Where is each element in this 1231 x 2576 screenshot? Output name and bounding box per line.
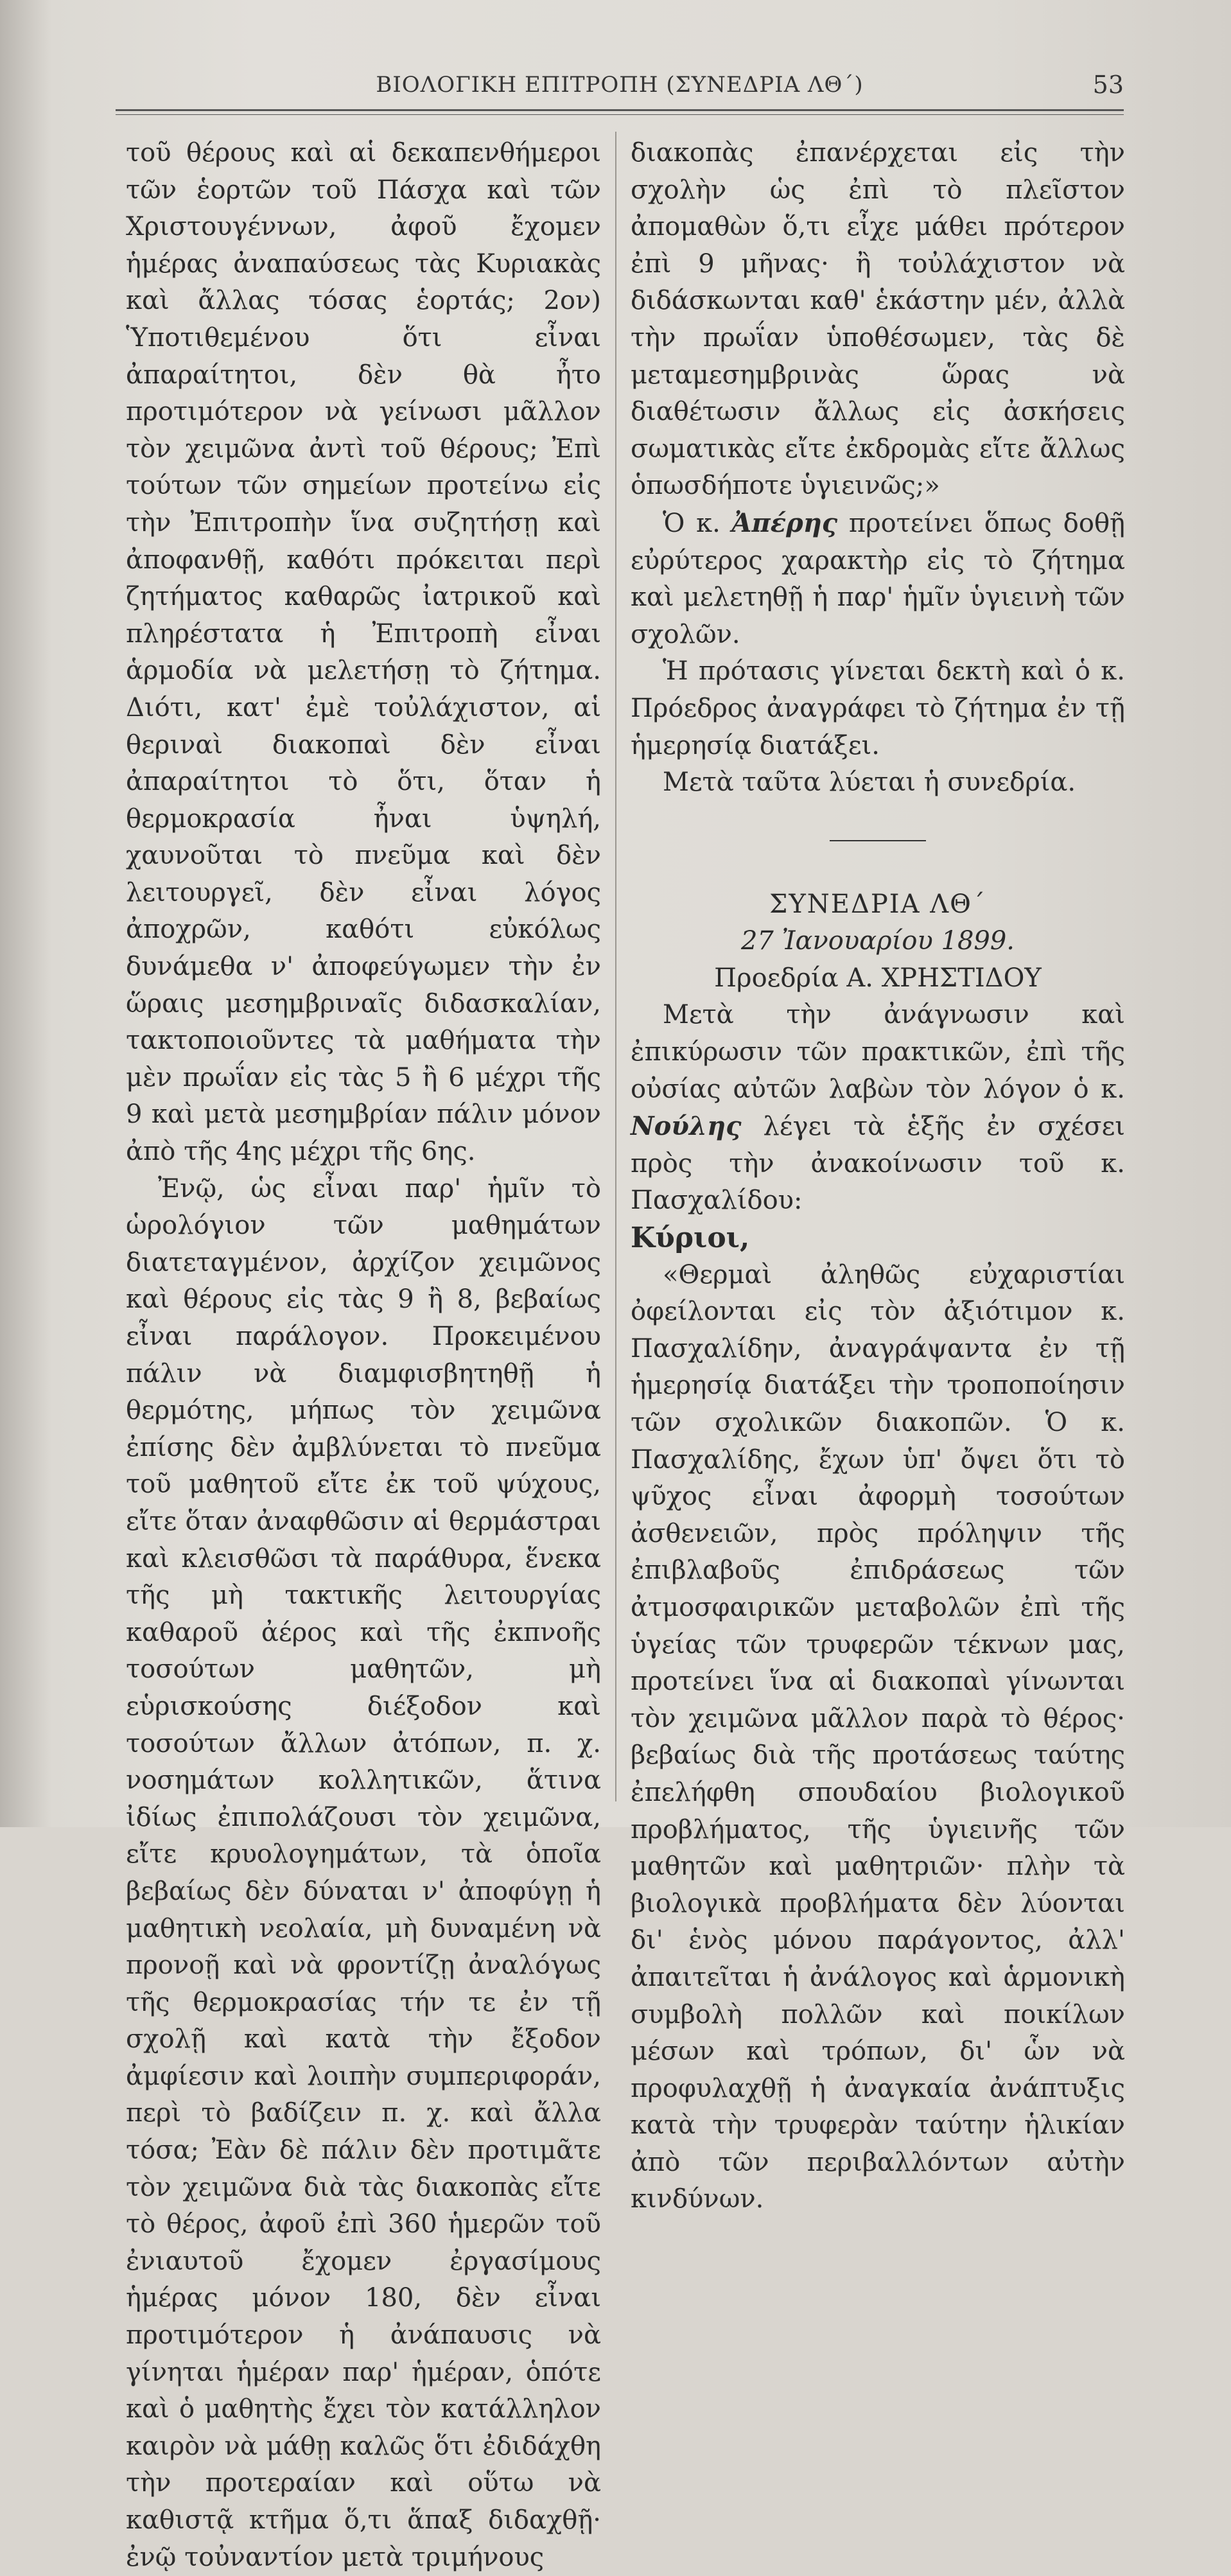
right-paragraph-1: διακοπὰς ἐπανέρχεται εἰς τὴν σχολὴν ὡς ἐπὶ τὸ πλεῖστον ἀπομαθὼν ὅ,τι εἶχε μάθει πρότερον ἐπὶ 9 μῆνας· ἢ τοὐλάχιστον νὰ διδάσκωνται καθ' ἑκάστην μέν, ἀλλὰ τὴν πρωΐαν ὑποθέσωμεν, τὰς δὲ μεταμεσημβρινὰς ὥρας νὰ διαθέτωσιν ἄλλως εἰς ἀσκήσεις σωματικὰς εἴτε ἐκδρομὰς εἴτε ἄλλως ὁπωσδήποτε ὑγιεινῶς;» xyxy=(631,138,1125,501)
left-paragraph-1: τοῦ θέρους καὶ αἱ δεκαπενθήμεροι τῶν ἑορτῶν τοῦ Πάσχα καὶ τῶν Χριστουγέννων, ἀφοῦ ἔχομεν ἡμέρας ἀναπαύσεως τὰς Κυριακὰς καὶ ἄλλας τόσας ἑορτάς; 2ον) Ὑποτιθεμένου ὅτι εἶναι ἀπαραίτητοι, δὲν θὰ ἦτο προτιμότερον νὰ γείνωσι μᾶλλον τὸν χειμῶνα ἀντὶ τοῦ θέρους; Ἐπὶ τούτων τῶν σημείων προτείνω εἰς τὴν Ἐπιτροπὴν ἵνα συζητήσῃ καὶ ἀποφανθῇ, καθότι πρόκειται περὶ ζητήματος καθαρῶς ἰατρικοῦ καὶ πληρέστατα ἡ Ἐπιτροπὴ εἶναι ἁρμοδία νὰ μελετήσῃ τὸ ζήτημα. Διότι, κατ' ἐμὲ τοὐλάχιστον, αἱ θεριναὶ διακοπαὶ δὲν εἶναι ἀπαραίτητοι τὸ ὅτι, ὅταν ἡ θερμοκρασία ἦναι ὑψηλή, χαυνοῦται τὸ πνεῦμα καὶ δὲν λειτουργεῖ, δὲν εἶναι λόγος ἀποχρῶν, καθότι εὐκόλως δυνάμεθα ν' ἀποφεύγωμεν τὴν ἐν ὥραις μεσημβριναῖς διδασκαλίαν, τακτοποιοῦντες τὰ μαθήματα τὴν μὲν πρωΐαν εἰς τὰς 5 ἢ 6 μέχρι τῆς 9 καὶ μετὰ μεσημβρίαν πάλιν μόνον ἀπὸ τῆς 4ης μέχρι τῆς 6ης. xyxy=(126,138,601,1167)
speaker-noulis: Νούλης xyxy=(631,1111,742,1142)
para5-rest: λέγει τὰ ἑξῆς ἐν σχέσει πρὸς τὴν ἀνακοίνωσιν τοῦ κ. Πασχαλίδου: xyxy=(631,1112,1125,1216)
left-column xyxy=(126,135,601,2576)
right-column xyxy=(631,135,1125,2218)
session-title: ΣΥΝΕΔΡΙΑ ΛΘ΄ xyxy=(769,889,986,919)
session-date: 27 Ἰανουαρίου 1899. xyxy=(740,926,1015,956)
page-number: 53 xyxy=(1092,71,1124,99)
header-rule-thin xyxy=(116,114,1124,115)
speaker-aperis: Ἀπέρης xyxy=(731,507,838,538)
para2-lead: Ὁ κ. xyxy=(663,508,732,538)
right-paragraph-3: Ἡ πρότασις γίνεται δεκτὴ καὶ ὁ κ. Πρόεδρος ἀναγράφει τὸ ζήτημα ἐν τῇ ἡμερησίᾳ διατάξει. xyxy=(631,656,1125,760)
right-paragraph-4: Μετὰ ταῦτα λύεται ἡ συνεδρία. xyxy=(663,767,1076,798)
header-title: ΒΙΟΛΟΓΙΚΗ ΕΠΙΤΡΟΠΗ (ΣΥΝΕΔΡΙΑ ΛΘ΄) xyxy=(376,72,864,98)
column-divider xyxy=(615,132,616,1801)
para2-rest: προτείνει ὅπως δοθῇ εὐρύτερος χαρακτὴρ εἰς τὸ ζήτημα καὶ μελετηθῇ ἡ παρ' ἡμῖν ὑγιεινὴ τῶν σχολῶν. xyxy=(631,508,1125,649)
session-chair: Προεδρία Α. ΧΡΗΣΤΙΔΟΥ xyxy=(714,963,1042,993)
para5-lead: Μετὰ τὴν ἀνάγνωσιν καὶ ἐπικύρωσιν τῶν πρακτικῶν, ἐπὶ τῆς οὐσίας αὐτῶν λαβὼν τὸν λόγον ὁ κ. xyxy=(631,1000,1125,1104)
running-header xyxy=(116,67,1124,105)
right-paragraph-2 xyxy=(631,505,1125,653)
left-paragraph-2: Ἐνῷ, ὡς εἶναι παρ' ἡμῖν τὸ ὡρολόγιον τῶν μαθημάτων διατεταγμένον, ἀρχίζον χειμῶνος καὶ θέρους εἰς τὰς 9 ἢ 8, βεβαίως εἶναι παράλογον. Προκειμένου πάλιν νὰ διαμφισβητηθῇ ἡ θερμότης, μήπως τὸν χειμῶνα ἐπίσης δὲν ἀμβλύνεται τὸ πνεῦμα τοῦ μαθητοῦ εἴτε ἐκ τοῦ ψύχους, εἴτε ὅταν ἀναφθῶσιν αἱ θερμάστραι καὶ κλεισθῶσι τὰ παράθυρα, ἕνεκα τῆς μὴ τακτικῆς λειτουργίας καθαροῦ ἀέρος καὶ τῆς ἐκπνοῆς τοσούτων μαθητῶν, μὴ εὑρισκούσης διέξοδον καὶ τοσούτων ἄλλων ἀτόπων, π. χ. νοσημάτων κολλητικῶν, ἅτινα ἰδίως ἐπιπολάζουσι τὸν χειμῶνα, εἴτε κρυολογημάτων, τὰ ὁποῖα βεβαίως δὲν δύναται ν' ἀποφύγῃ ἡ μαθητικὴ νεολαία, μὴ δυναμένη νὰ προνοῇ καὶ νὰ φροντίζῃ ἀναλόγως τῆς θερμοκρασίας τήν τε ἐν τῇ σχολῇ καὶ κατὰ τὴν ἔξοδον ἀμφίεσιν καὶ λοιπὴν συμπεριφοράν, περὶ τὸ βαδίζειν π. χ. καὶ ἄλλα τόσα; Ἐὰν δὲ πάλιν δὲν προτιμᾶτε τὸν χειμῶνα διὰ τὰς διακοπὰς εἴτε τὸ θέρος, ἀφοῦ ἐπὶ 360 ἡμερῶν τοῦ ἐνιαυτοῦ ἔχομεν ἐργασίμους ἡμέρας μόνον 180, δὲν εἶναι προτιμότερον ἡ ἀνάπαυσις νὰ γίνηται ἡμέραν παρ' ἡμέραν, ὁπότε καὶ ὁ μαθητὴς ἔχει τὸν κατάλληλον καιρὸν νὰ μάθῃ καλῶς ὅτι ἐδιδάχθη τὴν προτεραίαν καὶ οὕτω νὰ καθιστᾷ κτῆμα ὅ,τι ἅπαξ διδαχθῇ· ἐνῷ τοὐναντίον μετὰ τριμήνους xyxy=(126,1173,601,2572)
right-paragraph-6: «Θερμαὶ ἀληθῶς εὐχαριστίαι ὀφείλονται εἰς τὸν ἀξιότιμον κ. Πασχαλίδην, ἀναγράψαντα ἐν τῇ ἡμερησίᾳ διατάξει τὴν τροποποίησιν τῶν σχολικῶν διακοπῶν. Ὁ κ. Πασχαλίδης, ἔχων ὑπ' ὄψει ὅτι τὸ ψῦχος εἶναι ἀφορμὴ τοσούτων ἀσθενειῶν, πρὸς πρόληψιν τῆς ἐπιβλαβοῦς ἐπιδράσεως τῶν ἀτμοσφαιρικῶν μεταβολῶν ἐπὶ τῆς ὑγείας τῶν τρυφερῶν τέκνων μας, προτείνει ἵνα αἱ διακοπαὶ γίνωνται τὸν χειμῶνα μᾶλλον παρὰ τὸ θέρος· βεβαίως διὰ τῆς προτάσεως ταύτης ἐπελήφθη σπουδαίου βιολογικοῦ προβλήματος, τῆς ὑγιεινῆς τῶν μαθητῶν καὶ μαθητριῶν· πλὴν τὰ βιολογικὰ προβλήματα δὲν λύονται δι' ἑνὸς μόνου παράγοντος, ἀλλ' ἀπαιτεῖται ἡ ἀνάλογος καὶ ἁρμονικὴ συμβολὴ πολλῶν καὶ ποικίλων μέσων καὶ τρόπων, δι' ὧν νὰ προφυλαχθῇ ἡ ἀναγκαία ἀνάπτυξις κατὰ τὴν τρυφερὰν ταύτην ἡλικίαν ἀπὸ τῶν περιβαλλόντων αὐτὴν κινδύνων. xyxy=(631,1259,1125,2214)
right-paragraph-5 xyxy=(631,997,1125,1220)
section-separator xyxy=(830,840,926,841)
header-rule-thick xyxy=(116,109,1124,111)
salutation: Κύριοι, xyxy=(631,1222,750,1255)
